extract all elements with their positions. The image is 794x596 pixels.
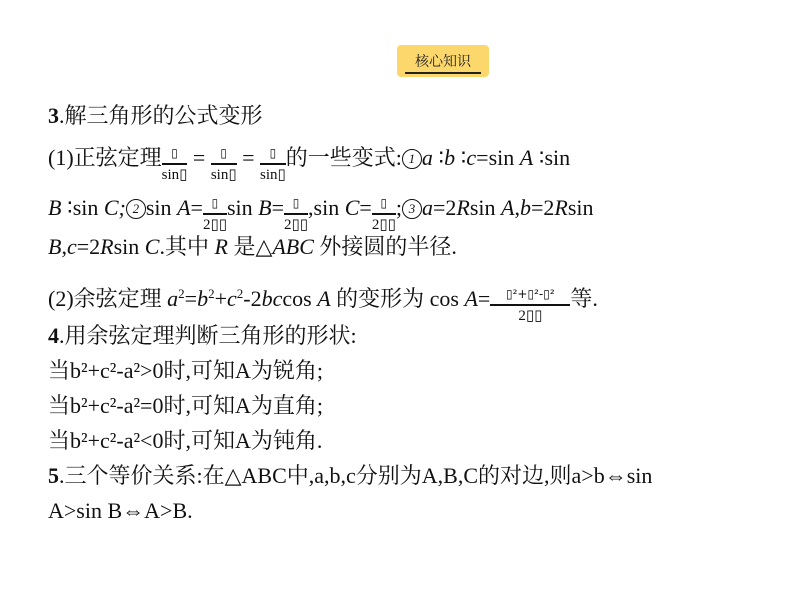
fraction-a-over-2R: $\frac{▯}{2▯▯}$ <box>202 196 227 233</box>
core-knowledge-badge <box>397 45 489 77</box>
cosine-rule-line: (2)余弦定理 $a^2=b^2+c^2-2bccos$ A 的变形为 cos A= $\frac{\text{▯²+▯²-▯²}}{2▯▯}$ 等. <box>48 286 598 324</box>
circled-2: 2 <box>126 199 146 219</box>
circled-1: 1 <box>402 149 422 169</box>
section-3-heading: .解三角形的公式变形 <box>59 103 263 128</box>
fraction-a-over-sinA: $\frac{▯}{\sin▯}$ <box>161 146 188 183</box>
section-3-number: 3 <box>48 103 59 128</box>
section-4-title: 4.用余弦定理判断三角形的形状: <box>48 323 357 348</box>
fraction-c-over-sinC: $\frac{▯}{\sin▯}$ <box>260 146 286 183</box>
section-3-title <box>48 103 263 129</box>
fraction-b-over-sinB: $\frac{▯}{\sin▯}$ <box>210 146 237 183</box>
section-5-line-2: A>sin B⇔A>B. <box>48 498 193 523</box>
variants-label: 的一些变式: <box>285 145 402 170</box>
badge-underline <box>405 72 481 74</box>
sine-rule-label: (1)正弦定理 <box>48 145 162 170</box>
circled-3: 3 <box>402 199 422 219</box>
right-rule: 当b²+c²-a²=0时,可知A为直角; <box>48 393 323 418</box>
fraction-cosA: $\frac{\text{▯²+▯²-▯²}}{2▯▯}$ <box>490 284 570 326</box>
obtuse-rule: 当b²+c²-a²<0时,可知A为钝角. <box>48 428 323 453</box>
fraction-c-over-2R: $\frac{▯}{2▯▯}$ <box>371 196 396 233</box>
sine-rule-line: (1)正弦定理 $\frac{▯}{\sin▯}$ = $\frac{▯}{\sin▯}$ = $\frac{▯}{\sin▯}$ 的一些变式: 1 a ∶b ∶c=sin A ∶sin <box>48 145 571 183</box>
fraction-b-over-2R: $\frac{▯}{2▯▯}$ <box>284 196 309 233</box>
section-5-line-1: 5.三个等价关系:在△ABC中,a,b,c分别为A,B,C的对边,则a>b⇔sin <box>48 463 653 488</box>
acute-rule: 当b²+c²-a²>0时,可知A为锐角; <box>48 358 323 383</box>
circumradius-line: B,c=2Rsin C.其中 R 是△ABC 外接圆的半径. <box>48 234 457 259</box>
variants-line: B ∶sin C; 2 sin A= $\frac{▯}{2▯▯}$ sin B= $\frac{▯}{2▯▯}$ ,sin C= $\frac{▯}{2▯▯}$ ; 3 a=2Rsin A,b=2Rsin <box>48 195 594 233</box>
badge-label: 核心知识 <box>415 54 471 70</box>
